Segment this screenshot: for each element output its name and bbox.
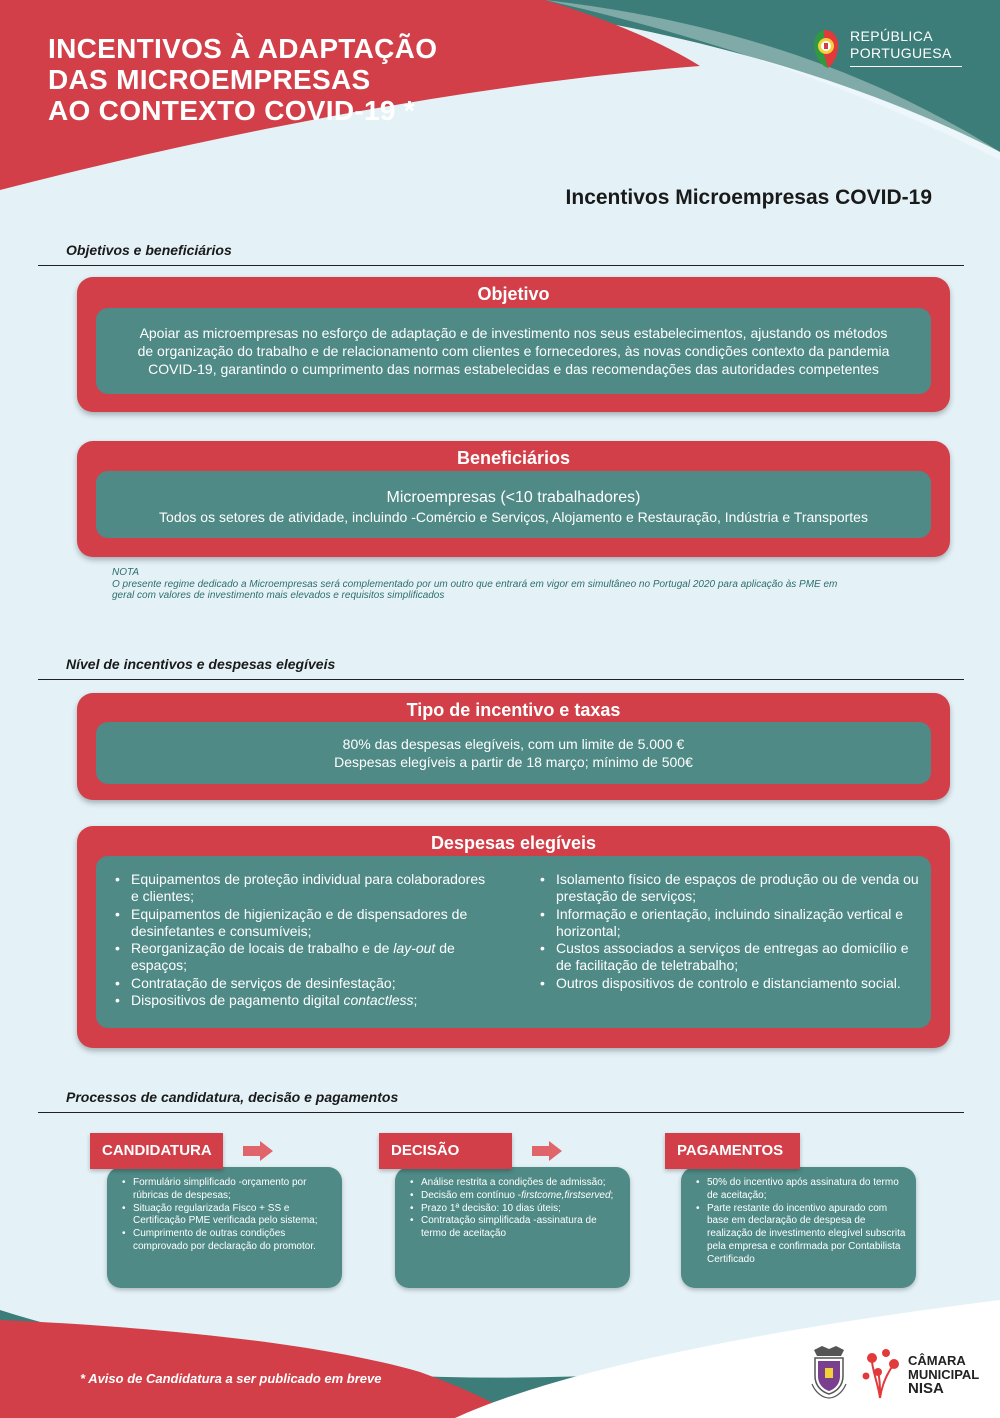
- objetivo-line-2: de organização do trabalho e de relacionamento com clientes e fornecedores, às novas condições contexto da pandemia: [137, 343, 890, 359]
- process-item-text: Parte restante do incentivo apurado com base em declaração de despesa de realização de investimento elegível subscrita pela empresa e confirmada por Contabilista Certificado: [707, 1202, 906, 1265]
- process-item-text: Prazo 1ª decisão: 10 dias úteis;: [421, 1202, 561, 1214]
- despesa-item: [111, 975, 486, 992]
- page-subtitle: Incentivos Microempresas COVID-19: [565, 186, 932, 209]
- panel-title: Beneficiários: [456, 448, 571, 468]
- beneficiarios-main: Microempresas (<10 trabalhadores): [386, 489, 641, 506]
- flower-icon: [858, 1344, 906, 1400]
- camara-municipal-nisa-logo: [858, 1344, 988, 1400]
- candidatura-box: [107, 1167, 342, 1288]
- despesas-panel: [77, 826, 950, 1048]
- nota-line-2: geral com valores de investimento mais elevados e requisitos simplificados: [112, 590, 445, 601]
- despesa-item-emphasis: contactless: [343, 992, 414, 1009]
- panel-title: Tipo de incentivo e taxas: [406, 700, 621, 720]
- camara-logo-line-3: NISA: [908, 1380, 944, 1397]
- process-item-text: 50% do incentivo após assinatura do termo de aceitação;: [707, 1177, 899, 1201]
- despesa-item: [111, 871, 486, 906]
- process-item-text: Situação regularizada Fisco + SS e Certificação PME verificada pelo sistema;: [133, 1202, 318, 1227]
- objetivo-panel: [77, 277, 950, 412]
- despesa-item-text: Equipamentos de higienização e de dispensadores de desinfetantes e consumíveis;: [131, 905, 468, 939]
- tipo-incentivo-line-2: Despesas elegíveis a partir de 18 março; mínimo de 500€: [334, 754, 693, 770]
- nota-line-1: O presente regime dedicado a Microempresas será complementado por um outro que entrará em vigor em simultâneo no Portugal 2020 para aplicação às PME em: [112, 578, 838, 590]
- candidatura-label: CANDIDATURA: [90, 1133, 223, 1169]
- despesa-item: [111, 992, 486, 1009]
- main-title-line-1: INCENTIVOS À ADAPTAÇÃO: [48, 33, 438, 64]
- process-item-text-end: ;: [610, 1189, 614, 1201]
- despesas-content: [96, 856, 931, 1028]
- despesa-item: • Isolamento físico de espaços de produção ou de venda ou prestação de serviços;: [536, 871, 926, 906]
- process-item-emphasis: firstcome,firstserved: [521, 1189, 611, 1201]
- section-header-processos: [38, 1085, 964, 1113]
- process-item-text: Contratação simplificada -assinatura de termo de aceitação: [421, 1215, 597, 1240]
- process-item-text: Decisão em contínuo -: [421, 1189, 522, 1201]
- despesa-item: [111, 906, 486, 941]
- process-item: [407, 1177, 621, 1190]
- despesa-item-text-end: ;: [413, 992, 418, 1009]
- despesas-right-column: [536, 871, 926, 992]
- despesa-item: • Outros dispositivos de controlo e distanciamento social.: [536, 975, 926, 992]
- section-header-objetivos: [38, 238, 964, 266]
- despesa-item-text: Reorganização de locais de trabalho e de: [131, 940, 394, 957]
- beneficiarios-panel: [77, 441, 950, 557]
- process-item: [407, 1190, 621, 1203]
- despesa-item: • Informação e orientação, incluindo sinalização vertical e horizontal;: [536, 906, 926, 941]
- tipo-incentivo-line-1: 80% das despesas elegíveis, com um limite de 5.000 €: [342, 736, 685, 752]
- process-item-text: Cumprimento de outras condições comprovado por declaração do promotor.: [133, 1228, 316, 1252]
- pagamentos-label: PAGAMENTOS: [665, 1133, 800, 1169]
- despesa-item-text-end: de espaços;: [131, 940, 455, 974]
- despesa-item-text: Dispositivos de pagamento digital: [131, 992, 344, 1009]
- despesa-item: [111, 940, 486, 975]
- gov-logo-line-1: REPÚBLICA: [850, 28, 933, 44]
- pagamentos-box: [681, 1167, 916, 1288]
- decisao-box: [395, 1167, 630, 1288]
- objetivo-content: [96, 308, 931, 394]
- process-item: [693, 1203, 907, 1267]
- beneficiarios-sub: Todos os setores de atividade, incluindo -Comércio e Serviços, Alojamento e Restauração, Indústria e Transportes: [159, 509, 868, 525]
- process-item: [407, 1203, 621, 1216]
- section-title: Nível de incentivos e despesas elegíveis: [66, 656, 336, 672]
- panel-title: Objetivo: [477, 284, 550, 304]
- objetivo-line-3: COVID-19, garantindo o cumprimento das normas estabelecidas e das recomendações das autoridades competentes: [148, 361, 879, 377]
- panel-title: Despesas elegíveis: [430, 833, 597, 853]
- despesa-item-emphasis: lay-out: [393, 940, 436, 957]
- camara-logo-line-1: CÂMARA: [908, 1353, 966, 1368]
- process-item: [119, 1228, 333, 1254]
- tipo-incentivo-content: [96, 722, 931, 784]
- gov-logo-line-2: PORTUGUESA: [850, 45, 952, 61]
- arrow-right-icon: [243, 1141, 273, 1161]
- gov-logo-divider: [850, 66, 962, 67]
- main-title-line-3: AO CONTEXTO COVID-19 *: [48, 95, 416, 126]
- nota-label: NOTA: [112, 567, 140, 578]
- section-header-nivel: [38, 652, 964, 680]
- process-item-text: Análise restrita a condições de admissão;: [421, 1177, 606, 1188]
- process-item: [119, 1177, 333, 1203]
- process-item: [407, 1215, 621, 1241]
- despesa-item-text: Equipamentos de proteção individual para colaboradores e clientes;: [131, 871, 486, 905]
- section-title: Objetivos e beneficiários: [66, 242, 232, 258]
- main-title-line-2: DAS MICROEMPRESAS: [48, 64, 371, 95]
- process-item: [693, 1177, 907, 1203]
- main-title: [48, 33, 468, 126]
- decisao-label: DECISÃO: [379, 1133, 512, 1169]
- process-item: [119, 1203, 333, 1229]
- process-item-text: Formulário simplificado -orçamento por rúbricas de despesas;: [133, 1177, 307, 1201]
- republica-portuguesa-logo: [812, 26, 972, 76]
- despesa-item: • Custos associados a serviços de entregas ao domicílio e de facilitação de teletrabalho;: [536, 940, 926, 975]
- nota: [112, 567, 932, 602]
- tipo-incentivo-panel: [77, 693, 950, 800]
- despesas-left-column: [111, 871, 486, 1009]
- camara-logo-line-2: MUNICIPAL: [908, 1367, 980, 1382]
- portugal-coat-of-arms-icon: [812, 28, 840, 70]
- beneficiarios-content: [96, 471, 931, 538]
- arrow-right-icon: [532, 1141, 562, 1161]
- objetivo-line-1: Apoiar as microempresas no esforço de adaptação e de investimento nos seus estabelecimentos, ajustando os métodos: [139, 325, 888, 341]
- footnote: * Aviso de Candidatura a ser publicado em breve: [80, 1371, 382, 1386]
- section-title: Processos de candidatura, decisão e pagamentos: [66, 1089, 399, 1105]
- despesa-item-text: Contratação de serviços de desinfestação;: [131, 974, 396, 991]
- nisa-crest-icon: [806, 1344, 852, 1400]
